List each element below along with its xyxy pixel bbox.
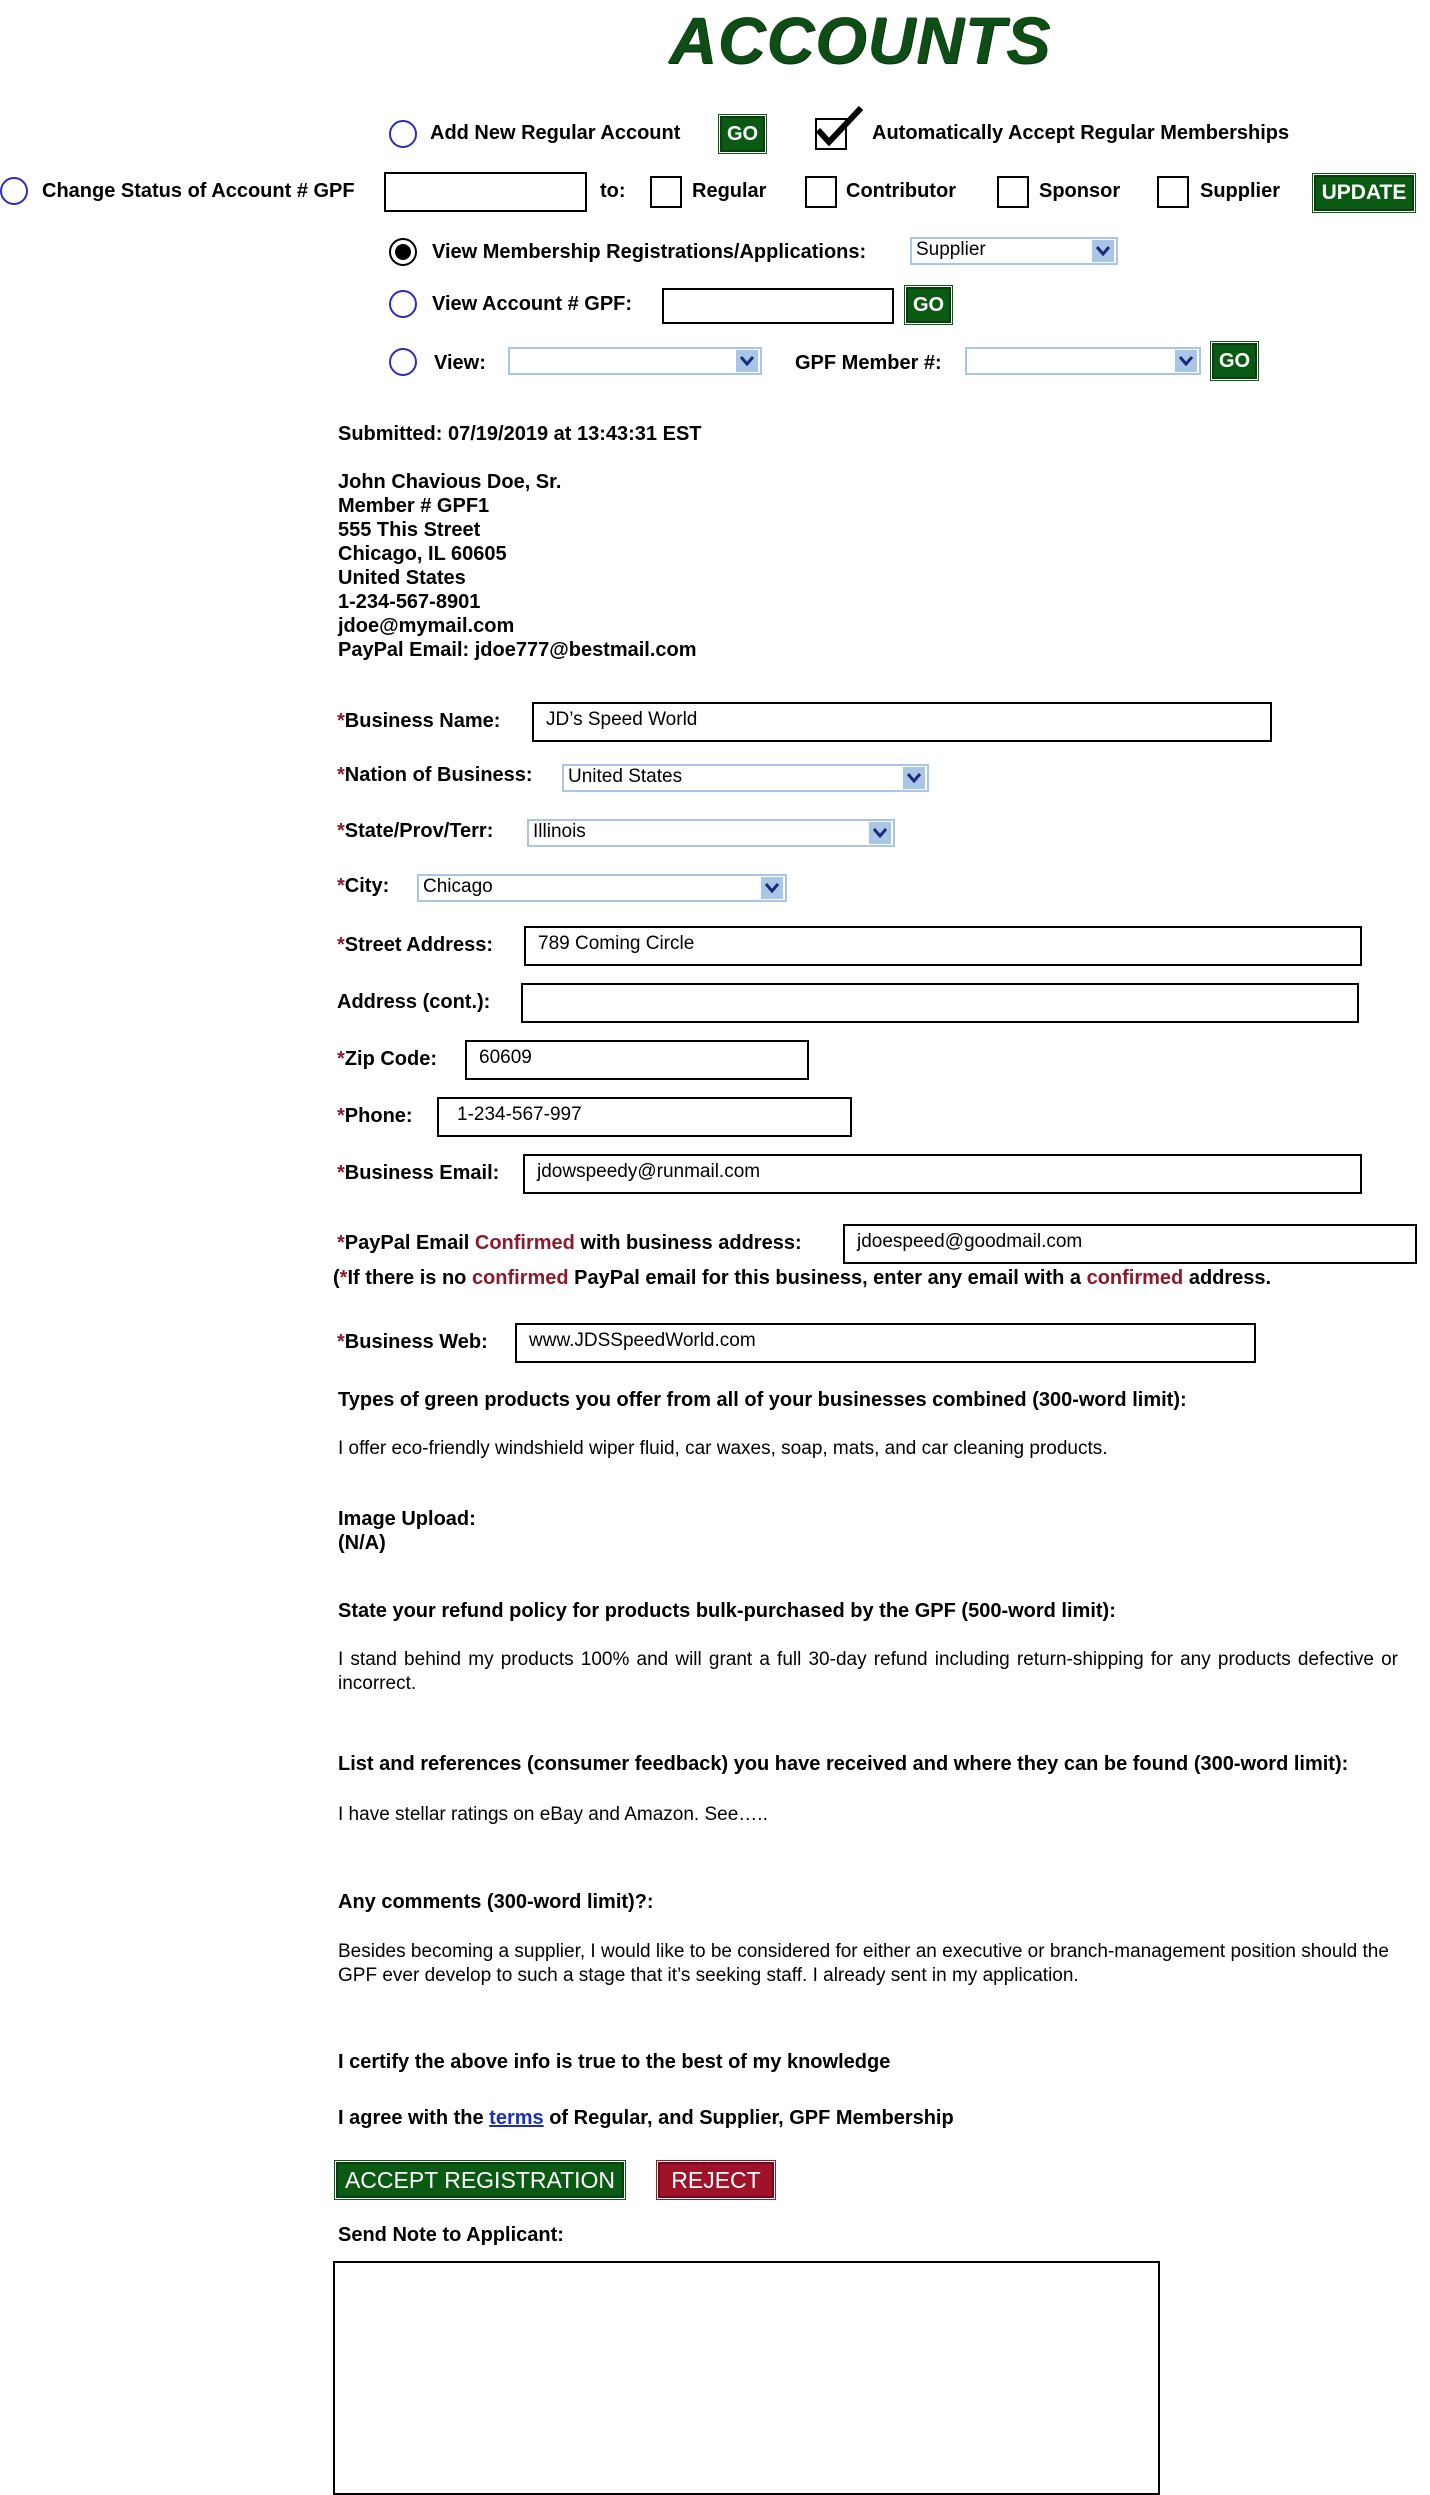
status-supplier-checkbox[interactable] xyxy=(1157,176,1189,208)
state-value: Illinois xyxy=(533,821,586,842)
add-new-account-label: Add New Regular Account xyxy=(430,122,681,144)
view-account-go-button[interactable]: GO xyxy=(906,287,951,323)
change-status-radio[interactable] xyxy=(0,177,28,205)
certify-statement: I certify the above info is true to the best of my knowledge xyxy=(338,2051,891,2073)
view-account-label: View Account # GPF: xyxy=(432,293,633,315)
gpf-member-label: GPF Member #: xyxy=(795,352,942,374)
paypal-note: (*If there is no confirmed PayPal email for this business, enter any email with a confirmed address. xyxy=(333,1267,1272,1289)
send-note-textarea[interactable] xyxy=(333,2261,1160,2495)
applicant-paypal-email: PayPal Email: jdoe777@bestmail.com xyxy=(338,639,697,661)
refund-question: State your refund policy for products bulk-purchased by the GPF (500-word limit): xyxy=(338,1600,1116,1622)
applicant-contact-block xyxy=(338,470,697,662)
products-question: Types of green products you offer from all of your businesses combined (300-word limit): xyxy=(338,1389,1187,1411)
products-answer: I offer eco-friendly windshield wiper fluid, car waxes, soap, mats, and car cleaning products. xyxy=(338,1438,1108,1459)
page-title: ACCOUNTS xyxy=(669,3,1051,77)
add-new-go-button[interactable]: GO xyxy=(720,116,765,152)
checkmark-icon xyxy=(815,106,863,150)
state-select[interactable] xyxy=(527,819,895,847)
send-note-label: Send Note to Applicant: xyxy=(338,2224,564,2246)
view-go-button[interactable]: GO xyxy=(1212,343,1257,379)
chevron-down-icon xyxy=(736,350,758,372)
status-sponsor-checkbox[interactable] xyxy=(997,176,1029,208)
city-label: *City: xyxy=(337,875,390,897)
view-select[interactable] xyxy=(508,347,762,375)
registrations-type-select[interactable] xyxy=(910,237,1118,265)
terms-agreement: I agree with the terms of Regular, and Supplier, GPF Membership xyxy=(338,2107,954,2129)
accept-registration-button[interactable]: ACCEPT REGISTRATION xyxy=(336,2162,624,2198)
status-regular-checkbox[interactable] xyxy=(650,176,682,208)
nation-value: United States xyxy=(568,766,683,787)
view-registrations-label: View Membership Registrations/Applications: xyxy=(432,241,867,263)
applicant-phone: 1-234-567-8901 xyxy=(338,591,481,613)
phone-field[interactable]: 1-234-567-997 xyxy=(437,1097,852,1137)
view-label: View: xyxy=(434,352,486,374)
view-account-radio[interactable] xyxy=(389,290,417,318)
business-name-field[interactable]: JD’s Speed World xyxy=(532,702,1272,742)
status-contributor-label: Contributor xyxy=(846,180,956,202)
gpf-member-select[interactable] xyxy=(965,347,1201,375)
comments-answer: Besides becoming a supplier, I would like to be considered for either an executive or branch-management position should the GPF ever develop to such a stage that it’s seeking staff. I already sent in my application. xyxy=(338,1941,1389,1986)
nation-select[interactable] xyxy=(562,764,929,792)
business-email-label: *Business Email: xyxy=(337,1162,500,1184)
auto-accept-checkbox[interactable] xyxy=(815,118,847,150)
business-name-label: *Business Name: xyxy=(337,710,501,732)
status-supplier-label: Supplier xyxy=(1200,180,1281,202)
paypal-email-field[interactable]: jdoespeed@goodmail.com xyxy=(843,1224,1417,1264)
auto-accept-label: Automatically Accept Regular Memberships xyxy=(872,122,1290,144)
terms-link[interactable]: terms xyxy=(489,2107,544,2129)
street-address-field[interactable]: 789 Coming Circle xyxy=(524,926,1362,966)
chevron-down-icon xyxy=(903,767,925,789)
change-status-to-label: to: xyxy=(600,180,626,202)
chevron-down-icon xyxy=(761,877,783,899)
add-new-account-radio[interactable] xyxy=(389,120,417,148)
city-value: Chicago xyxy=(423,876,493,897)
applicant-city-state: Chicago, IL 60605 xyxy=(338,543,507,565)
nation-label: *Nation of Business: xyxy=(337,764,533,786)
references-answer: I have stellar ratings on eBay and Amazon. See….. xyxy=(338,1804,768,1825)
applicant-name: John Chavious Doe, Sr. xyxy=(338,471,562,493)
refund-answer: I stand behind my products 100% and will grant a full 30-day refund including return-shipping for any products defective or incorrect. xyxy=(338,1649,1398,1694)
address-cont-field[interactable] xyxy=(521,983,1359,1023)
chevron-down-icon xyxy=(1092,240,1114,262)
image-upload-value: (N/A) xyxy=(338,1532,386,1554)
applicant-email: jdoe@mymail.com xyxy=(338,615,515,637)
reject-button[interactable]: REJECT xyxy=(658,2162,774,2198)
status-regular-label: Regular xyxy=(692,180,767,202)
applicant-country: United States xyxy=(338,567,466,589)
zip-code-label: *Zip Code: xyxy=(337,1048,438,1070)
street-address-label: *Street Address: xyxy=(337,934,493,956)
references-question: List and references (consumer feedback) you have received and where they can be found (300-word limit): xyxy=(338,1753,1349,1775)
update-status-button[interactable]: UPDATE xyxy=(1314,175,1414,211)
phone-label: *Phone: xyxy=(337,1105,413,1127)
chevron-down-icon xyxy=(1175,350,1197,372)
address-cont-label: Address (cont.): xyxy=(337,991,491,1013)
status-sponsor-label: Sponsor xyxy=(1039,180,1121,202)
image-upload-label: Image Upload: xyxy=(338,1508,476,1530)
comments-question: Any comments (300-word limit)?: xyxy=(338,1891,654,1913)
view-radio[interactable] xyxy=(389,348,417,376)
zip-code-field[interactable]: 60609 xyxy=(465,1040,809,1080)
state-label: *State/Prov/Terr: xyxy=(337,820,494,842)
chevron-down-icon xyxy=(869,822,891,844)
submitted-timestamp: Submitted: 07/19/2019 at 13:43:31 EST xyxy=(338,423,702,445)
city-select[interactable] xyxy=(417,874,787,902)
business-email-field[interactable]: jdowspeedy@runmail.com xyxy=(523,1154,1362,1194)
view-account-input[interactable] xyxy=(662,288,894,324)
status-contributor-checkbox[interactable] xyxy=(805,176,837,208)
business-web-label: *Business Web: xyxy=(337,1331,488,1353)
applicant-street: 555 This Street xyxy=(338,519,481,541)
applicant-member-number: Member # GPF1 xyxy=(338,495,490,517)
registrations-type-value: Supplier xyxy=(916,239,986,260)
paypal-email-label: *PayPal Email Confirmed with business address: xyxy=(337,1232,802,1254)
view-registrations-radio[interactable] xyxy=(389,238,417,266)
business-web-field[interactable]: www.JDSSpeedWorld.com xyxy=(515,1323,1256,1363)
change-status-label: Change Status of Account # GPF xyxy=(42,180,355,202)
change-status-account-input[interactable] xyxy=(384,172,587,212)
